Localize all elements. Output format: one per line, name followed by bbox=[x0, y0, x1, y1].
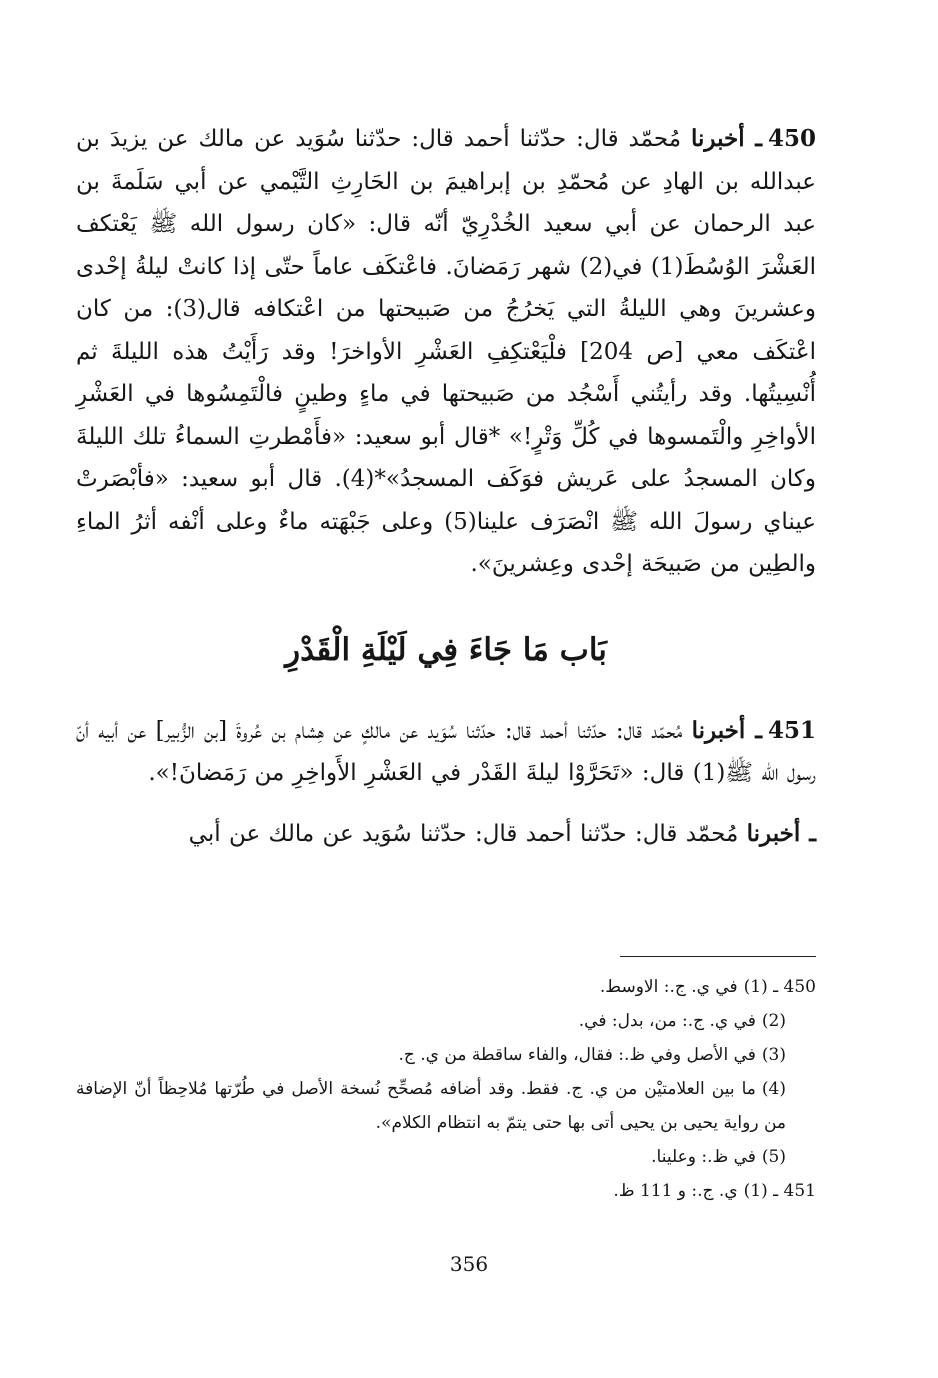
hadith-number: 451 bbox=[767, 716, 816, 744]
hadith-lead: ـ أخبرنا bbox=[746, 819, 816, 847]
footnote bbox=[76, 1174, 816, 1208]
page-body bbox=[76, 118, 816, 855]
footnote-text: في ي. ج.: الاوسط. bbox=[599, 977, 738, 997]
hadith-lead: ـ أخبرنا bbox=[691, 716, 762, 744]
footnote-text: في ظ.: وعلينا. bbox=[651, 1147, 756, 1167]
footnote-rule bbox=[620, 956, 816, 957]
footnote-text: في الأصل وفي ظ.: فقال، والفاء ساقطة من ي. ج. bbox=[398, 1045, 756, 1065]
footnote-text: ي. ج.: و 111 ظ. bbox=[613, 1181, 738, 1201]
footnote bbox=[76, 970, 816, 1004]
footnote bbox=[76, 1072, 816, 1140]
footnote-text: في ي. ج.: من، بدل: في. bbox=[578, 1011, 756, 1031]
footnote-number: (2) bbox=[761, 1011, 786, 1031]
page-number: 356 bbox=[449, 1252, 489, 1276]
footnote-number: 451 ـ (1) bbox=[743, 1181, 816, 1201]
footnote-text: ما بين العلامتيْن من ي. ج. فقط. وقد أضافه مُصحِّح نُسخة الأصل في طُرّتها مُلاحِظاً أنّ الإضافة من رواية يحيى بن يحيى أتى بها حتى يتمّ به انتظام الكلام». bbox=[76, 1079, 786, 1133]
hadith-text: مُحمّد قال: حدّثنا أحمد قال: حدّثنا سُوَيد عن مالك عن أبي bbox=[188, 820, 739, 847]
footnote-number: (3) bbox=[761, 1045, 786, 1065]
footnote-number: (5) bbox=[761, 1147, 786, 1167]
paragraph-gap bbox=[76, 795, 816, 813]
footnote bbox=[76, 1038, 816, 1072]
hadith-lead: ـ أخبرنا bbox=[690, 125, 762, 152]
hadith-next bbox=[76, 813, 816, 856]
footnote bbox=[76, 1004, 816, 1038]
chapter-heading: بَاب مَا جَاءَ فِي لَيْلَةِ الْقَدْرِ bbox=[285, 631, 607, 668]
footnote-number: 450 ـ (1) bbox=[743, 977, 816, 997]
footnote-number: (4) bbox=[761, 1079, 786, 1099]
hadith-text: مُحمّد قال: حدّثنا أحمد قال: حدّثنا سُوَيد عن مالك عن يزيدَ بن عبدالله بن الهادِ عن مُحمّدِ بن إبراهيمَ بن الحَارِثِ التَّيْمي عن أبي سَلَمةَ بن عبد الرحمان عن أبي سعيد الخُدْرِيّ أنّه قال: «كان رسول الله ﷺ يَعْتكف العَشْرَ الوُسُطَ(1) في(2) شهر رَمَضانَ. فاعْتكَف عاماً حتّى إذا كانتْ ليلةُ إحْدى وعشرينَ وهي الليلةُ التي يَخرُجُ من صَبيحتها من اعْتكافه قال(3): من كان اعْتكَف معي [ص 204] فلْيَعْتكِفِ العَشْرِ الأواخرَ! وقد رَأَيْتُ هذه الليلةَ ثم أُنْسِيتُها. وقد رأيتُني أَسْجُد من صَبيحتها في ماءٍ وطينٍ فالْتَمِسُوها في العَشْرِ الأواخِرِ والْتَمسوها في كُلِّ وَتْرٍ!» *قال أبو سعيد: «فأَمْطرتِ السماءُ تلك الليلةَ وكان المسجدُ على عَريش فوَكَف المسجدُ»*(4). قال أبو سعيد: «فأبْصَرتْ عيناي رسولَ الله ﷺ انْصَرَف علينا(5) وعلى جَبْهَته ماءٌ وعلى أنْفه أثرُ الماءِ والطِين من صَبيحَة إحْدى وعِشرينَ». bbox=[76, 126, 816, 577]
hadith-text: مُحمّد قال: حدّثنا أحمد قال: حدّثنا سُوَيد عن مالكٍ عن هِشام بن عُروةَ [بن الزُّبير] عن أبيه أنّ رسول الله ﷺ(1) قال: «تَحَرَّوْا ليلةَ القَدْر في العَشْرِ الأَواخِرِ من رَمَضانَ!». bbox=[76, 717, 816, 786]
footnotes bbox=[76, 970, 816, 1208]
footnote bbox=[76, 1140, 816, 1174]
hadith-number: 450 bbox=[767, 125, 816, 152]
hadith-450 bbox=[76, 118, 816, 586]
hadith-451 bbox=[76, 710, 816, 795]
